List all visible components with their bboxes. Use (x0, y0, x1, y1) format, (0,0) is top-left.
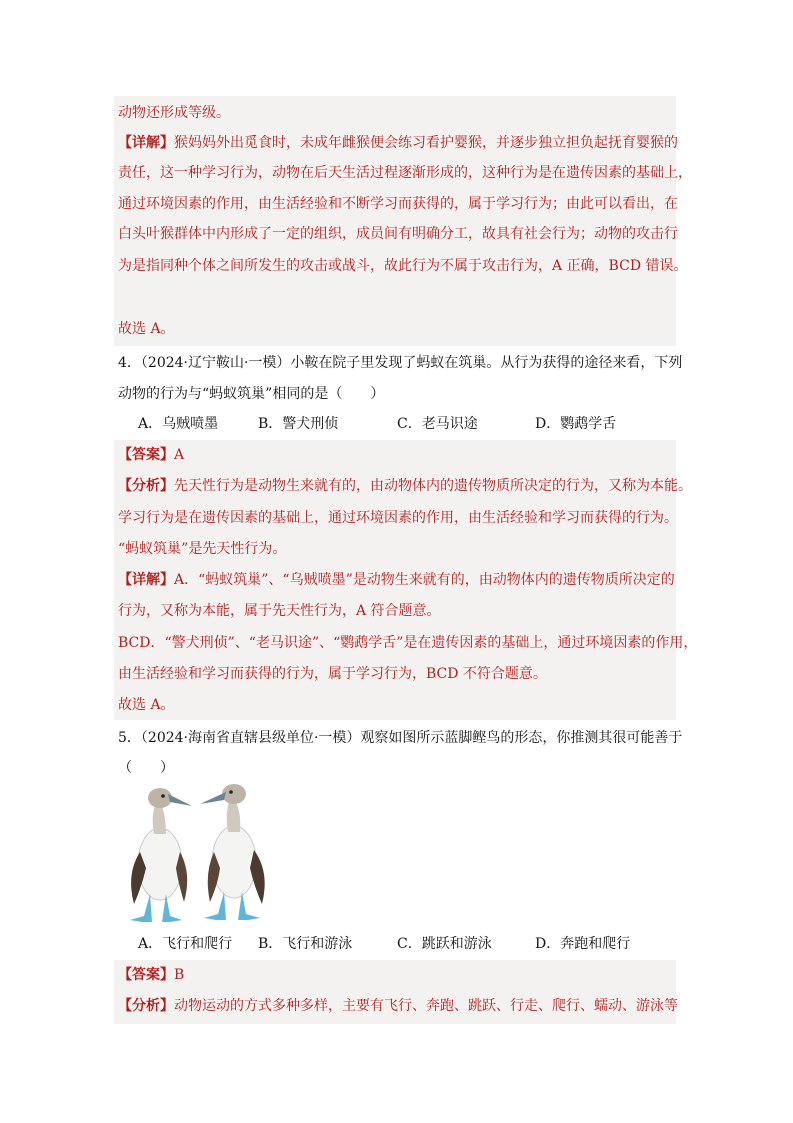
text-line: 通过环境因素的作用，由生活经验和不断学习而获得的，属于学习行为；由此可以看出，在 (118, 196, 678, 212)
option-b: B．飞行和游泳 (258, 936, 353, 952)
detail-paragraph: 【详解】猴妈妈外出觅食时，未成年雌猴便会练习看护婴猴，并逐步独立担负起抚育婴猴的 (118, 135, 678, 151)
text-line: 为是指同种个体之间所发生的攻击或战斗，故此行为不属于攻击行为，A 正确，BCD 错误。 (118, 258, 688, 274)
detail-tag: 【详解】 (118, 135, 174, 151)
option-d: D．奔跑和爬行 (535, 936, 631, 952)
conclusion-line: 故选 A。 (118, 321, 175, 337)
option-c: C．跳跃和游泳 (397, 936, 492, 952)
question-stem: （ ） (118, 760, 174, 776)
analysis-line: 【分析】先天性行为是动物生来就有的，由动物体内的遗传物质所决定的行为，又称为本能。 (118, 478, 692, 494)
answer-line: 【答案】A (118, 447, 185, 463)
text-line: 责任，这一种学习行为，动物在后天生活过程逐渐形成的，这种行为是在遗传因素的基础上， (118, 165, 692, 181)
text-line: 动物还形成等级。 (118, 105, 230, 121)
option-b: B．警犬刑侦 (258, 416, 339, 432)
option-c: C．老马识途 (397, 416, 478, 432)
text-line: 行为，又称为本能，属于先天性行为，A 符合题意。 (118, 603, 441, 619)
bird-right (200, 784, 265, 920)
text-line: BCD．“警犬刑侦”、“老马识途”、“鹦鹉学舌”是在遗传因素的基础上，通过环境因素的作用， (118, 635, 698, 651)
question-stem: 5．（2024·海南省直辖县级单位·一模）观察如图所示蓝脚鲣鸟的形态，你推测其很可能善于 (118, 730, 683, 746)
text-line: 学习行为是在遗传因素的基础上，通过环境因素的作用，由生活经验和学习而获得的行为。 (118, 510, 678, 526)
answer-line: 【答案】B (118, 967, 185, 983)
question-stem: 4．（2024·辽宁鞍山·一模）小鞍在院子里发现了蚂蚁在筑巢。从行为获得的途径来看，下列 (118, 355, 683, 371)
blue-footed-booby-image (120, 782, 280, 924)
option-a: A．飞行和爬行 (138, 936, 233, 952)
question-stem: 动物的行为与“蚂蚁筑巢”相同的是（ ） (118, 386, 385, 402)
option-d: D．鹦鹉学舌 (535, 416, 617, 432)
analysis-line: 【分析】动物运动的方式多种多样，主要有飞行、奔跑、跳跃、行走、爬行、蠕动、游泳等 (118, 998, 678, 1014)
conclusion-line: 故选 A。 (118, 697, 175, 713)
option-a: A．乌贼喷墨 (138, 416, 219, 432)
text-line: 白头叶猴群体中内形成了一定的组织，成员间有明确分工，故具有社会行为；动物的攻击行 (118, 226, 678, 242)
bird-left (130, 788, 192, 922)
text-line: 由生活经验和学习而获得的行为，属于学习行为，BCD 不符合题意。 (118, 666, 547, 682)
detail-line: 【详解】A．“蚂蚁筑巢”、“乌贼喷墨”是动物生来就有的，由动物体内的遗传物质所决定的 (118, 572, 675, 588)
text-line: “蚂蚁筑巢”是先天性行为。 (118, 541, 287, 557)
